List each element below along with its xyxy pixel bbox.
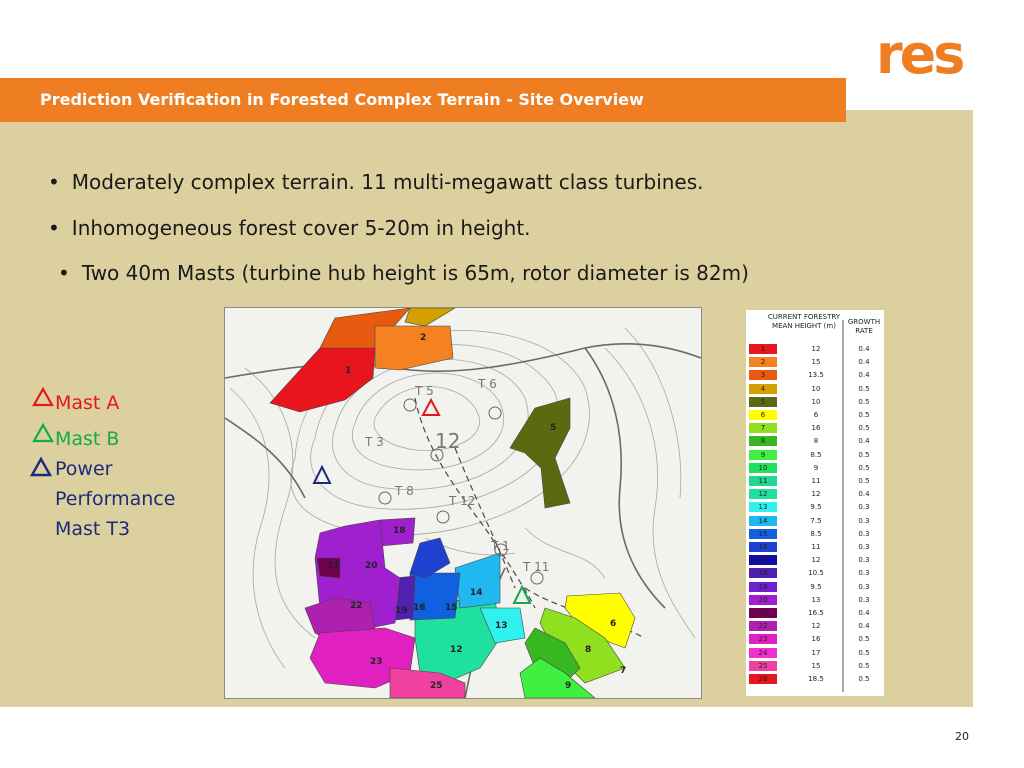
table-row [746, 594, 884, 606]
table-row [746, 607, 884, 619]
map-power-mast-icon [314, 467, 330, 483]
res-logo: res [876, 23, 963, 86]
table-row [746, 660, 884, 672]
table-row-swatch: 7 [749, 423, 777, 433]
table-row-growth: 0.4 [858, 490, 870, 499]
table-row-height: 9.5 [810, 503, 822, 512]
table-row-growth: 0.5 [858, 397, 870, 406]
power-mast-label-2: Performance [55, 488, 176, 510]
table-row [746, 633, 884, 645]
table-row-swatch: 8 [749, 436, 777, 446]
table-row-swatch: 16 [749, 542, 777, 552]
table-row-height: 16 [811, 424, 821, 433]
svg-text:6: 6 [610, 619, 617, 629]
table-row-height: 13.5 [808, 371, 824, 380]
site-map-graphic [225, 308, 701, 698]
table-row [746, 581, 884, 593]
table-row-height: 10 [811, 397, 821, 406]
svg-text:18: 18 [393, 526, 406, 536]
table-row-swatch: 23 [749, 634, 777, 644]
table-row [746, 567, 884, 579]
table-header-growth: GROWTH RATE [847, 318, 881, 335]
forestry-table [746, 310, 884, 696]
table-row-growth: 0.5 [858, 648, 870, 657]
svg-text:19: 19 [395, 606, 408, 616]
table-row [746, 501, 884, 513]
table-row [746, 356, 884, 368]
map-mast-a-icon [423, 400, 439, 415]
table-row-growth: 0.4 [858, 437, 870, 446]
bullet-2-text: Inhomogeneous forest cover 5-20m in height. [71, 216, 531, 240]
table-row-swatch: 13 [749, 502, 777, 512]
table-row-height: 12 [811, 345, 821, 353]
power-mast-label-3: Mast T3 [55, 518, 131, 540]
table-row-swatch: 19 [749, 582, 777, 592]
power-mast-label-1: Power [55, 458, 113, 480]
table-row-growth: 0.5 [858, 635, 870, 644]
svg-text:16: 16 [413, 603, 426, 613]
table-row-height: 9 [813, 463, 819, 472]
table-row [746, 647, 884, 659]
table-row-swatch: 25 [749, 661, 777, 671]
table-row-growth: 0.4 [858, 345, 870, 353]
table-row [746, 488, 884, 500]
svg-text:8: 8 [585, 645, 592, 655]
table-row-growth: 0.5 [858, 661, 870, 670]
table-row-height: 17 [811, 648, 821, 657]
table-row [746, 435, 884, 447]
table-row-swatch: 6 [749, 410, 777, 420]
table-row-growth: 0.3 [858, 556, 870, 565]
table-row-growth: 0.5 [858, 463, 870, 472]
table-row-height: 15 [811, 358, 821, 367]
table-row [746, 422, 884, 434]
table-row-swatch: 5 [749, 397, 777, 407]
table-row-swatch: 26 [749, 674, 777, 684]
table-row-swatch: 15 [749, 529, 777, 539]
table-row-growth: 0.5 [858, 424, 870, 433]
svg-text:13: 13 [495, 621, 508, 631]
table-row-swatch: 20 [749, 595, 777, 605]
table-row [746, 554, 884, 566]
svg-text:T 12: T 12 [449, 494, 476, 508]
table-row [746, 449, 884, 461]
table-row-growth: 0.5 [858, 411, 870, 419]
table-row [746, 462, 884, 474]
table-row-height: 10.5 [808, 569, 824, 578]
table-row-height: 8 [813, 437, 819, 446]
svg-text:25: 25 [430, 681, 443, 691]
svg-text:5: 5 [550, 423, 557, 433]
table-row-height: 8.5 [810, 450, 822, 459]
svg-text:12: 12 [435, 429, 461, 453]
svg-text:21: 21 [327, 561, 340, 571]
table-row [746, 343, 884, 355]
svg-text:14: 14 [470, 588, 483, 598]
svg-text:T 11: T 11 [523, 560, 550, 574]
svg-text:23: 23 [370, 657, 383, 667]
table-row [746, 673, 884, 685]
bullet-1-text: Moderately complex terrain. 11 multi-megawatt class turbines. [71, 170, 704, 194]
table-row [746, 475, 884, 487]
table-row-height: 16.5 [808, 609, 824, 617]
mast-a-label: Mast A [55, 392, 120, 414]
table-row-growth: 0.3 [858, 543, 870, 551]
table-divider [842, 320, 844, 692]
table-row-growth: 0.5 [858, 675, 870, 683]
mast-b-triangle-icon [31, 422, 55, 444]
page-number: 20 [955, 730, 969, 743]
bullet-3: • Two 40m Masts (turbine hub height is 65m, rotor diameter is 82m) [58, 261, 749, 285]
svg-text:9: 9 [565, 681, 572, 691]
table-row-height: 11 [811, 543, 821, 551]
table-row-height: 10 [811, 384, 821, 393]
svg-text:T 8: T 8 [395, 484, 414, 498]
table-row-growth: 0.4 [858, 371, 870, 380]
svg-text:T 3: T 3 [365, 435, 384, 449]
table-header-height: CURRENT FORESTRY MEAN HEIGHT (m) [767, 313, 841, 330]
table-row-growth: 0.3 [858, 595, 870, 604]
table-row-swatch: 21 [749, 608, 777, 618]
table-row-swatch: 12 [749, 489, 777, 499]
table-row [746, 541, 884, 553]
mast-a-triangle-icon [31, 386, 55, 408]
table-row-height: 15 [811, 661, 821, 670]
table-row-swatch: 24 [749, 648, 777, 658]
table-row-height: 6 [813, 411, 819, 419]
table-row-swatch: 4 [749, 384, 777, 394]
table-row [746, 409, 884, 421]
site-map [224, 307, 702, 699]
table-row-swatch: 11 [749, 476, 777, 486]
table-row-growth: 0.3 [858, 516, 870, 525]
svg-text:12: 12 [450, 645, 463, 655]
table-row [746, 396, 884, 408]
table-row-swatch: 17 [749, 555, 777, 565]
table-row-height: 12 [811, 556, 821, 565]
table-row [746, 515, 884, 527]
bullet-3-text: Two 40m Masts (turbine hub height is 65m, rotor diameter is 82m) [81, 261, 749, 285]
bullet-1: • Moderately complex terrain. 11 multi-megawatt class turbines. [48, 170, 704, 194]
svg-text:7: 7 [620, 666, 627, 676]
table-row-swatch: 18 [749, 568, 777, 578]
power-mast-triangle-icon [29, 456, 53, 478]
svg-text:20: 20 [365, 561, 378, 571]
table-row-height: 8.5 [810, 529, 822, 538]
table-row-growth: 0.4 [858, 609, 870, 617]
table-row-growth: 0.3 [858, 582, 870, 591]
table-row-swatch: 1 [749, 344, 777, 354]
table-row-swatch: 2 [749, 357, 777, 367]
table-row-swatch: 3 [749, 370, 777, 380]
table-row-height: 11 [811, 477, 821, 485]
table-row-growth: 0.5 [858, 450, 870, 459]
table-row-growth: 0.5 [858, 477, 870, 485]
svg-text:T 6: T 6 [478, 377, 497, 391]
table-row-swatch: 9 [749, 450, 777, 460]
svg-text:2: 2 [420, 333, 427, 343]
table-row-growth: 0.3 [858, 529, 870, 538]
table-row-growth: 0.5 [858, 384, 870, 393]
svg-text:T 5: T 5 [415, 384, 434, 398]
svg-text:1: 1 [345, 366, 352, 376]
table-row [746, 369, 884, 381]
table-row-swatch: 14 [749, 516, 777, 526]
table-row-height: 12 [811, 490, 821, 499]
svg-text:T 1: T 1 [491, 539, 510, 553]
table-row-height: 16 [811, 635, 821, 644]
table-row-height: 12 [811, 622, 821, 631]
table-row [746, 620, 884, 632]
table-row-height: 7.5 [810, 516, 822, 525]
table-row-swatch: 22 [749, 621, 777, 631]
table-row-growth: 0.4 [858, 622, 870, 631]
bullet-2: • Inhomogeneous forest cover 5-20m in height. [48, 216, 531, 240]
table-row-height: 13 [811, 595, 821, 604]
table-row [746, 383, 884, 395]
table-row-swatch: 10 [749, 463, 777, 473]
table-row-growth: 0.4 [858, 358, 870, 367]
table-row-height: 18.5 [808, 675, 824, 683]
svg-text:15: 15 [445, 603, 458, 613]
slide-title: Prediction Verification in Forested Complex Terrain - Site Overview [0, 78, 846, 122]
table-row [746, 528, 884, 540]
svg-text:22: 22 [350, 601, 363, 611]
table-row-growth: 0.3 [858, 503, 870, 512]
table-row-height: 9.5 [810, 582, 822, 591]
table-row-growth: 0.3 [858, 569, 870, 578]
mast-b-label: Mast B [55, 428, 120, 450]
